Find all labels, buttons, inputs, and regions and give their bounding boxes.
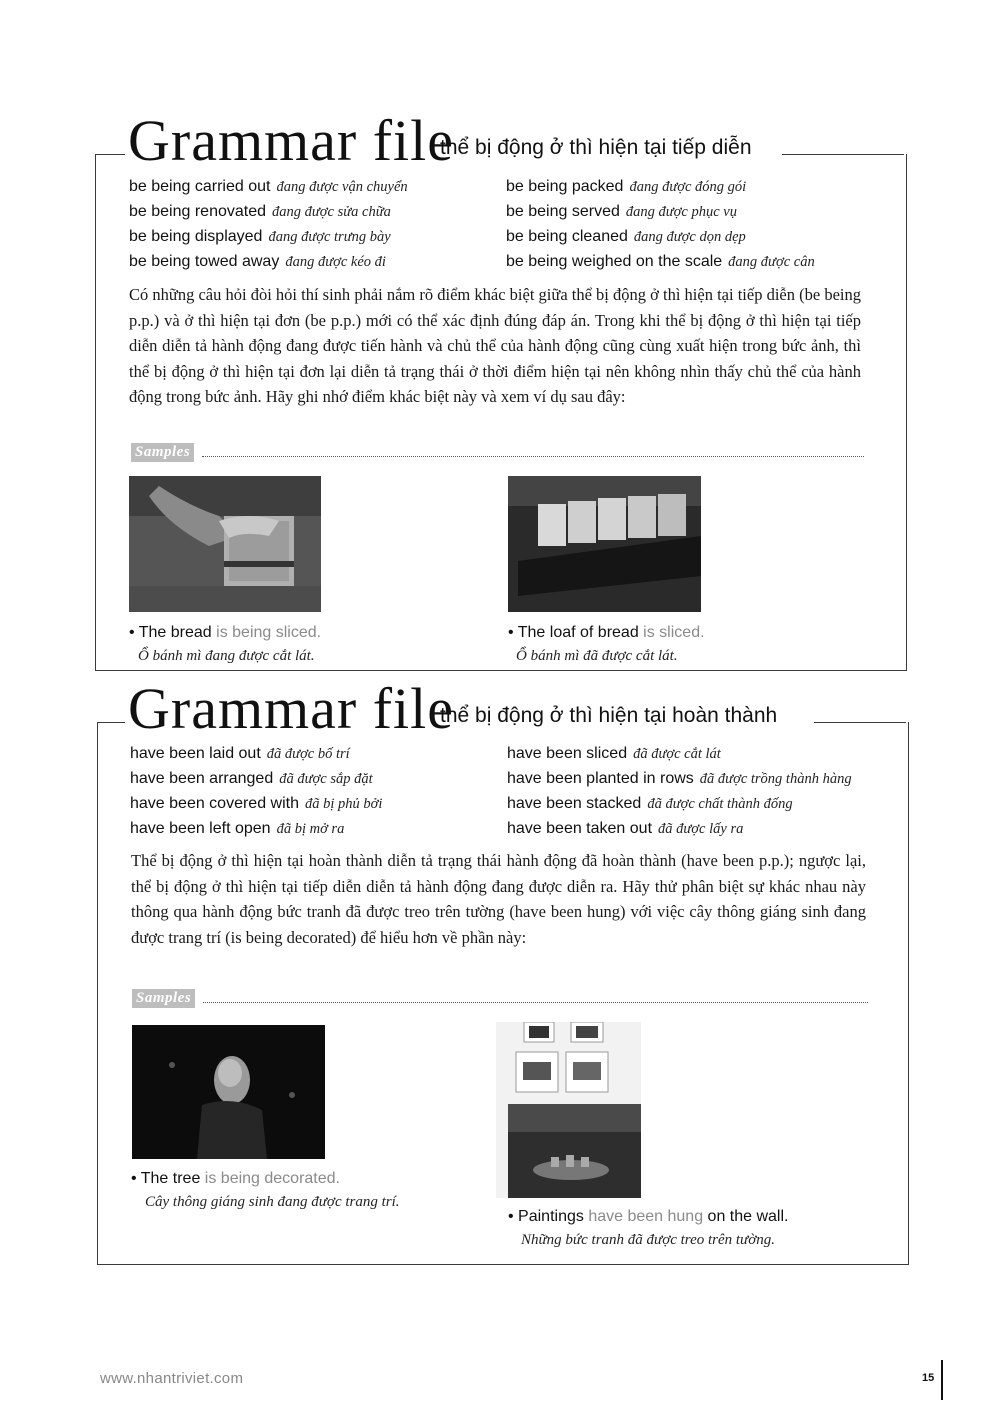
caption-subject: • The tree <box>131 1170 201 1187</box>
page-number: 15 <box>922 1372 935 1384</box>
dotted-separator <box>202 456 864 457</box>
bread-slicing-illustration <box>129 476 321 612</box>
vocab-term: have been taken out <box>507 820 653 837</box>
sample-translation: Cây thông giáng sinh đang được trang trí. <box>145 1194 400 1210</box>
vocab-item <box>506 253 815 271</box>
caption-verb: is sliced. <box>638 624 705 641</box>
vocab-translation: đã được chất thành đống <box>647 796 793 812</box>
caption-rest: on the wall. <box>703 1208 789 1225</box>
caption-verb: have been hung <box>583 1208 704 1225</box>
caption-subject: • The loaf of bread <box>508 624 639 641</box>
samples-label: Samples <box>131 443 194 462</box>
vocab-translation: đang được đóng gói <box>629 179 747 195</box>
vocab-item <box>506 203 737 221</box>
vocab-translation: đang được trưng bày <box>268 229 391 245</box>
sample-translation: Ổ bánh mì đã được cắt lát. <box>516 648 678 664</box>
vocab-translation: đang được phục vụ <box>625 204 737 220</box>
vocab-translation: đã được cắt lát <box>633 746 721 762</box>
vocab-item <box>129 228 391 246</box>
caption-verb: is being sliced. <box>211 624 322 641</box>
vocab-term: have been planted in rows <box>507 770 694 787</box>
vocab-translation: đang được cân <box>728 254 815 270</box>
vocab-item <box>506 178 746 196</box>
bread-slicing-photo <box>129 476 321 612</box>
vocab-translation: đang được dọn dẹp <box>633 229 746 245</box>
caption-subject: • The bread <box>129 624 212 641</box>
sample-caption <box>508 624 705 642</box>
vocab-translation: đang được kéo đi <box>285 254 386 270</box>
caption-subject: • Paintings <box>508 1208 584 1225</box>
sliced-loaf-photo <box>508 476 701 612</box>
sample-caption <box>129 624 321 642</box>
vocab-translation: đã bị mở ra <box>276 821 345 837</box>
vocab-term: have been covered with <box>130 795 299 812</box>
vocab-translation: đã được lấy ra <box>658 821 744 837</box>
vocab-term: be being packed <box>506 178 624 195</box>
footer-website: www.nhantriviet.com <box>100 1370 244 1387</box>
vocab-translation: đã được trồng thành hàng <box>699 771 852 787</box>
vocab-item <box>130 745 350 763</box>
vocab-item <box>130 820 344 838</box>
section-subtitle: thể bị động ở thì hiện tại hoàn thành <box>440 704 778 727</box>
sample-translation: Những bức tranh đã được treo trên tường. <box>521 1232 775 1248</box>
explanation-paragraph: Có những câu hỏi đòi hỏi thí sinh phải nắm rõ điểm khác biệt giữa thể bị động ở thì hiện tại tiếp diễn (be being p.p.) và ở thì hiện tại đơn (be p.p.) mới có thể xác định đúng đáp án. Trong khi thể bị động ở thì hiện tại tiếp diễn diễn tả hành động đang được tiến hành và chủ thể của hành động cũng cùng xuất hiện trong bức ảnh, thì thể bị động ở thì hiện tại đơn lại diễn tả trạng thái ở thời điểm hiện tại nên không nhìn thấy chủ thể của hành động trong bức ảnh. Hãy ghi nhớ điểm khác biệt này và xem ví dụ sau đây: <box>129 285 861 406</box>
vocab-item <box>507 770 852 788</box>
section-title: Grammar file <box>128 676 455 741</box>
caption-verb: is being decorated. <box>200 1170 340 1187</box>
dotted-separator <box>203 1002 868 1003</box>
vocab-term: have been sliced <box>507 745 628 762</box>
page-number-bar <box>941 1360 943 1400</box>
paintings-wall-photo <box>496 1022 641 1198</box>
sample-translation: Ổ bánh mì đang được cắt lát. <box>138 648 315 664</box>
vocab-term: have been arranged <box>130 770 274 787</box>
vocab-translation: đang được vận chuyển <box>276 179 408 195</box>
vocab-term: have been laid out <box>130 745 261 762</box>
sample-caption <box>508 1208 788 1226</box>
vocab-term: have been stacked <box>507 795 642 812</box>
vocab-item <box>507 820 743 838</box>
section-subtitle: thể bị động ở thì hiện tại tiếp diễn <box>440 136 752 159</box>
vocab-term: be being served <box>506 203 620 220</box>
vocab-term: have been left open <box>130 820 271 837</box>
vocab-term: be being renovated <box>129 203 266 220</box>
vocab-translation: đã được sắp đặt <box>279 771 373 787</box>
vocab-item <box>130 770 373 788</box>
vocab-item <box>506 228 746 246</box>
section-title: Grammar file <box>128 108 455 173</box>
sliced-loaf-illustration <box>508 476 701 612</box>
vocab-item <box>129 253 386 271</box>
vocab-item <box>129 178 408 196</box>
vocab-term: be being towed away <box>129 253 280 270</box>
tree-decorating-illustration <box>132 1025 325 1159</box>
vocab-term: be being carried out <box>129 178 271 195</box>
vocab-item <box>507 745 721 763</box>
vocab-item <box>129 203 391 221</box>
explanation-paragraph: Thể bị động ở thì hiện tại hoàn thành diễn tả trạng thái hành động đã hoàn thành (have been p.p.); ngược lại, thể bị động ở thì hiện tại tiếp diễn diễn tả hành động đang được diễn ra. Hãy thử phân biệt sự khác nhau này thông qua hành động bức tranh đã được treo trên tường (have been hung) với việc cây thông giáng sinh đang được trang trí (is being decorated) để hiểu hơn về phần này: <box>131 851 866 947</box>
vocab-term: be being displayed <box>129 228 263 245</box>
vocab-translation: đang được sửa chữa <box>272 204 391 220</box>
vocab-translation: đã bị phủ bởi <box>305 796 383 812</box>
vocab-term: be being cleaned <box>506 228 628 245</box>
vocab-term: be being weighed on the scale <box>506 253 723 270</box>
vocab-translation: đã được bố trí <box>266 746 350 762</box>
paintings-wall-illustration <box>496 1022 641 1198</box>
christmas-tree-photo <box>132 1025 325 1159</box>
sample-caption <box>131 1170 340 1188</box>
vocab-item <box>130 795 382 813</box>
samples-label: Samples <box>132 989 195 1008</box>
vocab-item <box>507 795 793 813</box>
